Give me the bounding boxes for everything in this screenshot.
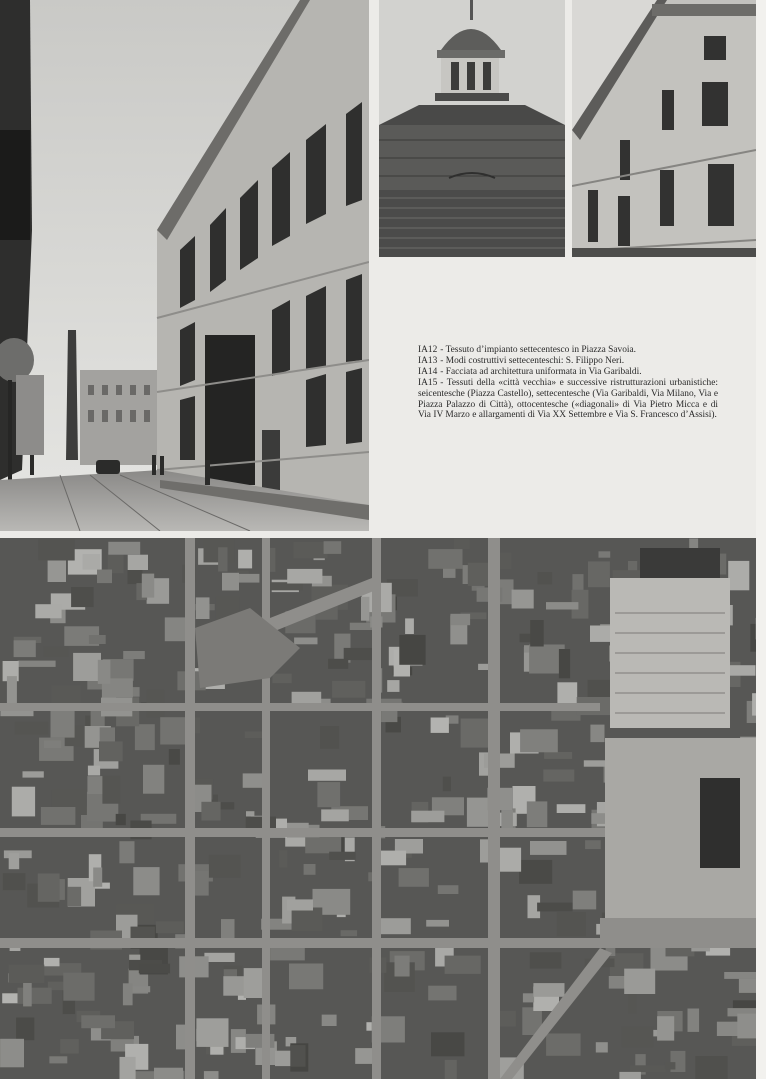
caption-line bbox=[418, 345, 718, 356]
caption-text: - Modi costruttivi settecenteschi: S. Filippo Neri. bbox=[440, 355, 625, 366]
caption-text: - Tessuto d’impianto settecentesco in Piazza Savoia. bbox=[440, 345, 637, 355]
caption-code: IA15 bbox=[418, 377, 438, 388]
caption-code: IA13 bbox=[418, 355, 438, 366]
caption-code: IA12 bbox=[418, 345, 438, 355]
dome-photo bbox=[379, 0, 565, 257]
caption-line bbox=[418, 367, 718, 378]
caption-line bbox=[418, 378, 718, 422]
caption-text: - Tessuti della «città vecchia» e successive ristrutturazioni urbanistiche: seicentesche (Piazza Castello), settecentesche (Via Garibaldi, Via Milano, Via e Piazza Palazzo di Città), ottocentesche («diagonali» di Via Pietro Micca e di Via IV Marzo e allargamenti di Via XX Settembre e Via S. Francesco d’Assisi). bbox=[418, 377, 718, 421]
caption-code: IA14 bbox=[418, 366, 438, 377]
caption-line bbox=[418, 356, 718, 367]
caption-text: - Facciata ad architettura uniformata in Via Garibaldi. bbox=[440, 366, 642, 377]
street-photo bbox=[0, 0, 369, 531]
page-margin bbox=[756, 0, 766, 1079]
aerial-photo bbox=[0, 538, 756, 1079]
facade-photo bbox=[572, 0, 756, 257]
caption bbox=[418, 345, 718, 421]
